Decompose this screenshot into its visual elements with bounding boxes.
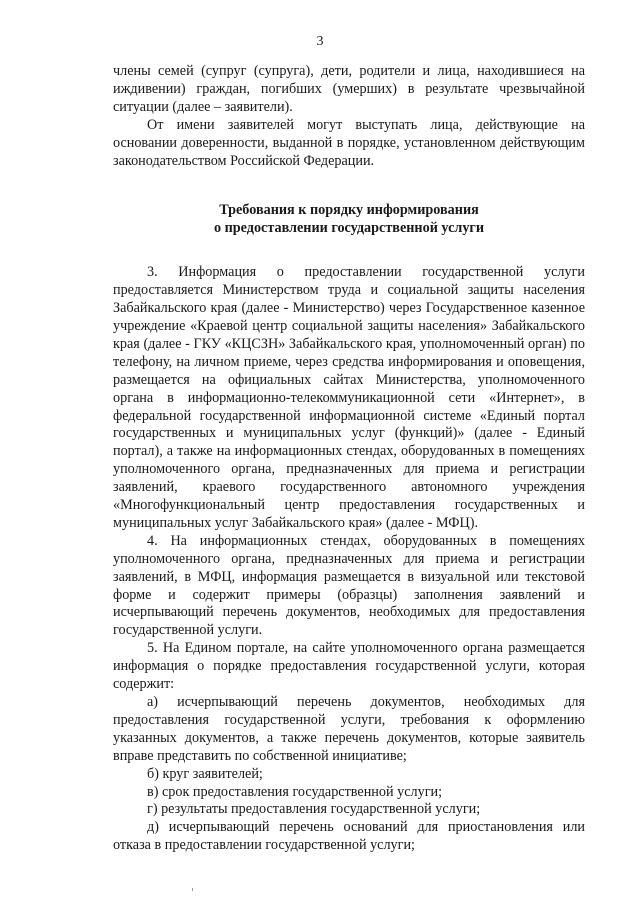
section-title-line-2: о предоставлении государственной услуги [213, 220, 485, 237]
list-item-g: г) результаты предоставления государственной услуги; [147, 801, 481, 818]
paragraph-representatives: От имени заявителей могут выступать лица, действующие на основании доверенности, выданной в порядке, установленном действующим законодательством Российской Федерации. [113, 116, 585, 169]
section-title [113, 202, 585, 238]
page-number: 3 [316, 34, 324, 49]
list-item-v: в) срок предоставления государственной услуги; [147, 783, 443, 800]
document-body [113, 63, 585, 855]
clause-3: 3. Информация о предоставлении государственной услуги предоставляется Министерством труда и социальной защиты населения Забайкальского края (далее - Министерство) через Государственное казенное учреждение «Краевой центр социальной защиты населения» Забайкальского края (далее - ГКУ «КЦСЗН» Забайкальского края, уполномоченный орган) по телефону, на личном приеме, через средства информирования и оповещения, размещается на официальных сайтах Министерства, уполномоченного органа в информационно-телекоммуникационной сети «Интернет», в федеральной государственной информационной системе «Единый портал государственных и муниципальных услуг (функций)» (далее - Единый портал), а также на информационных стендах, оборудованных в помещениях уполномоченного органа, предназначенных для приема и регистрации заявлений, краевого государственного автономного учреждения «Многофункциональный центр предоставления государственных и муниципальных услуг Забайкальского края» (далее - МФЦ). [113, 264, 585, 531]
list-item-d: д) исчерпывающий перечень оснований для приостановления или отказа в предоставлении государственной услуги; [113, 819, 585, 854]
list-item-a: а) исчерпывающий перечень документов, необходимых для предоставления государственной услуги, требования к оформлению указанных документов, а также перечень документов, которые заявитель вправе представить по собственной инициативе; [113, 694, 585, 764]
clause-5: 5. На Едином портале, на сайте уполномоченного органа размещается информация о порядке предоставления государственной услуги, которая содержит: [113, 640, 585, 693]
scan-speck [192, 888, 193, 891]
paragraph-applicants-family: члены семей (супруг (супруга), дети, родители и лица, находившиеся на иждивении) граждан, погибших (умерших) в результате чрезвычайной ситуации (далее – заявители). [113, 63, 585, 115]
section-title-line-1: Требования к порядку информирования [219, 202, 479, 219]
clause-4: 4. На информационных стендах, оборудованных в помещениях уполномоченного органа, предназначенных для приема и регистрации заявлений, в МФЦ, информация размещается в визуальной или текстовой форме и содержит примеры (образцы) заполнения заявлений и исчерпывающий перечень документов, необходимых для предоставления государственной услуги. [113, 532, 585, 639]
list-item-b: б) круг заявителей; [147, 765, 263, 782]
